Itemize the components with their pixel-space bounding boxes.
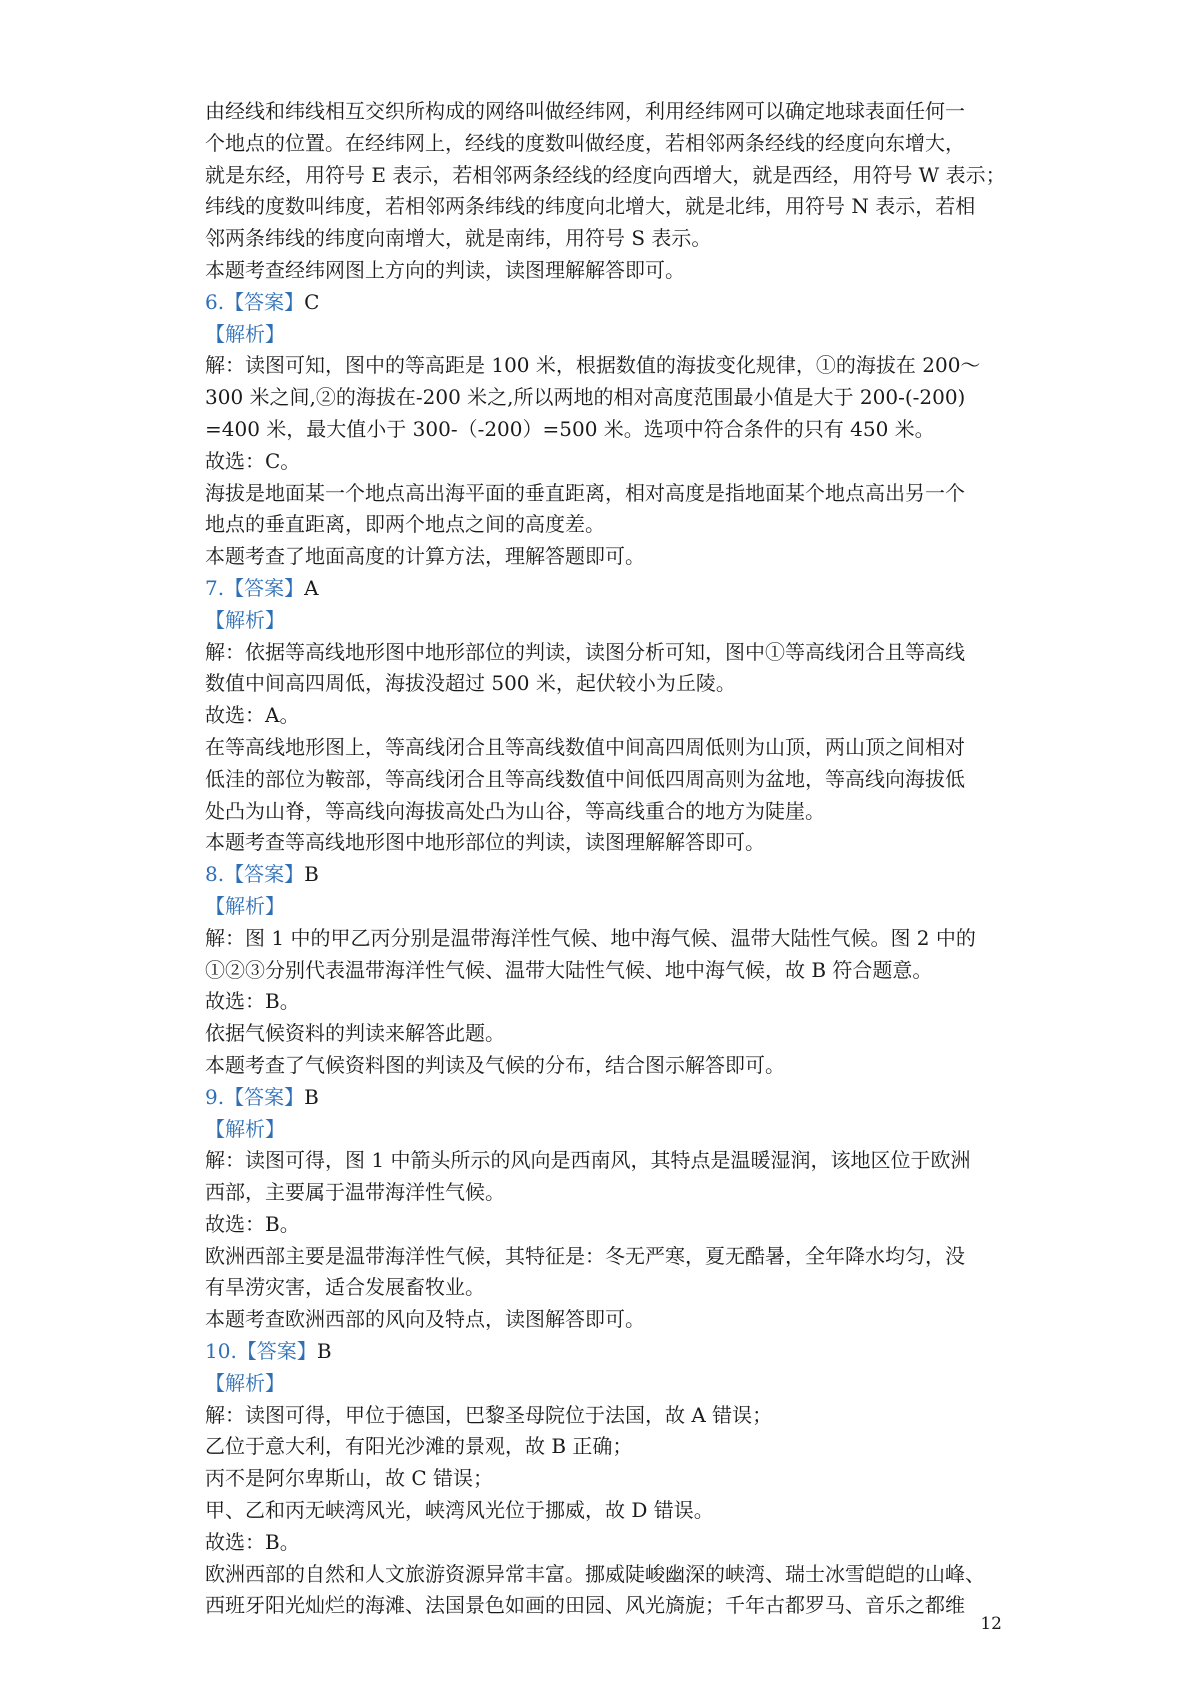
text-line: 个地点的位置。在经纬网上，经线的度数叫做经度，若相邻两条经线的经度向东增大，	[205, 130, 965, 155]
text-line: 解：图 1 中的甲乙丙分别是温带海洋性气候、地中海气候、温带大陆性气候。图 2 中的	[205, 925, 976, 950]
text-line: =400 米，最大值小于 300-（-200）=500 米。选项中符合条件的只有 450 米。	[205, 416, 935, 441]
question-8-block	[205, 859, 1005, 1082]
text-line: ①②③分别代表温带海洋性气候、温带大陆性气候、地中海气候，故 B 符合题意。	[205, 957, 933, 982]
text-line: 本题考查欧洲西部的风向及特点，读图解答即可。	[205, 1307, 645, 1332]
text-line: 故选：B。	[205, 1529, 300, 1554]
text-line: 有旱涝灾害，适合发展畜牧业。	[205, 1275, 485, 1300]
analysis-heading: 【解析】	[205, 1116, 285, 1141]
text-line: 本题考查等高线地形图中地形部位的判读，读图理解解答即可。	[205, 830, 765, 855]
answer-label: 8.【答案】	[205, 862, 305, 887]
answer-label: 9.【答案】	[205, 1084, 305, 1109]
answer-label: 6.【答案】	[205, 289, 305, 314]
text-line: 西班牙阳光灿烂的海滩、法国景色如画的田园、风光旖旎；千年古都罗马、音乐之都维	[205, 1593, 965, 1618]
answer-value: B	[316, 1339, 332, 1364]
text-line: 故选：B。	[205, 989, 300, 1014]
text-line: 解：依据等高线地形图中地形部位的判读，读图分析可知，图中①等高线闭合且等高线	[205, 639, 965, 664]
text-line: 地点的垂直距离，即两个地点之间的高度差。	[205, 512, 605, 537]
intro-block	[205, 96, 1005, 287]
text-line: 依据气候资料的判读来解答此题。	[205, 1021, 505, 1046]
text-line: 数值中间高四周低，海拔没超过 500 米，起伏较小为丘陵。	[205, 671, 736, 696]
text-line: 故选：C。	[205, 448, 301, 473]
text-line: 处凸为山脊，等高线向海拔高处凸为山谷，等高线重合的地方为陡崖。	[205, 798, 825, 823]
analysis-heading: 【解析】	[205, 893, 285, 918]
answer-heading	[205, 573, 1005, 605]
answer-heading	[205, 1336, 1005, 1368]
question-7-block	[205, 573, 1005, 859]
text-line: 解：读图可知，图中的等高距是 100 米，根据数值的海拔变化规律，①的海拔在 200～	[205, 353, 981, 378]
page-content	[205, 96, 1005, 1622]
question-10-block	[205, 1336, 1005, 1622]
text-line: 本题考查了地面高度的计算方法，理解答题即可。	[205, 544, 645, 569]
text-line: 欧洲西部的自然和人文旅游资源异常丰富。挪威陡峻幽深的峡湾、瑞士冰雪皑皑的山峰、	[205, 1561, 985, 1586]
text-line: 由经线和纬线相互交织所构成的网络叫做经纬网，利用经纬网可以确定地球表面任何一	[205, 99, 965, 123]
text-line: 欧洲西部主要是温带海洋性气候，其特征是：冬无严寒，夏无酷暑，全年降水均匀，没	[205, 1243, 965, 1268]
question-9-block	[205, 1082, 1005, 1336]
text-line: 300 米之间,②的海拔在-200 米之,所以两地的相对高度范围最小值是大于 200-(-200)	[205, 385, 966, 410]
answer-heading	[205, 859, 1005, 891]
text-line: 本题考查了气候资料图的判读及气候的分布，结合图示解答即可。	[205, 1052, 785, 1077]
text-line: 西部，主要属于温带海洋性气候。	[205, 1180, 505, 1205]
answer-label: 7.【答案】	[205, 575, 305, 600]
text-line: 乙位于意大利，有阳光沙滩的景观，故 B 正确；	[205, 1434, 633, 1459]
text-line: 丙不是阿尔卑斯山，故 C 错误；	[205, 1466, 494, 1491]
answer-value: B	[304, 862, 319, 887]
page-number: 12	[980, 1614, 1002, 1634]
answer-value: C	[304, 289, 320, 314]
analysis-heading: 【解析】	[205, 321, 285, 346]
text-line: 解：读图可得，甲位于德国，巴黎圣母院位于法国，故 A 错误；	[205, 1402, 773, 1427]
answer-heading	[205, 287, 1005, 319]
text-line: 邻两条纬线的纬度向南增大，就是南纬，用符号 S 表示。	[205, 226, 712, 251]
answer-label: 10.【答案】	[205, 1339, 317, 1364]
answer-heading	[205, 1082, 1005, 1114]
text-line: 纬线的度数叫纬度，若相邻两条纬线的纬度向北增大，就是北纬，用符号 N 表示，若相	[205, 194, 976, 219]
text-line: 本题考查经纬网图上方向的判读，读图理解解答即可。	[205, 257, 685, 282]
answer-value: A	[304, 575, 319, 600]
text-line: 海拔是地面某一个地点高出海平面的垂直距离，相对高度是指地面某个地点高出另一个	[205, 480, 965, 505]
text-line: 解：读图可得，图 1 中箭头所示的风向是西南风，其特点是温暖湿润，该地区位于欧洲	[205, 1148, 971, 1173]
text-line: 低洼的部位为鞍部，等高线闭合且等高线数值中间低四周高则为盆地，等高线向海拔低	[205, 766, 965, 791]
text-line: 故选：A。	[205, 703, 300, 728]
text-line: 甲、乙和丙无峡湾风光，峡湾风光位于挪威，故 D 错误。	[205, 1498, 714, 1523]
text-line: 就是东经，用符号 E 表示，若相邻两条经线的经度向西增大，就是西经，用符号 W 表示；	[205, 162, 1006, 187]
analysis-heading: 【解析】	[205, 1370, 285, 1395]
text-line: 在等高线地形图上，等高线闭合且等高线数值中间高四周低则为山顶，两山顶之间相对	[205, 734, 965, 759]
question-6-block	[205, 287, 1005, 573]
analysis-heading: 【解析】	[205, 607, 285, 632]
answer-value: B	[304, 1084, 319, 1109]
text-line: 故选：B。	[205, 1211, 300, 1236]
